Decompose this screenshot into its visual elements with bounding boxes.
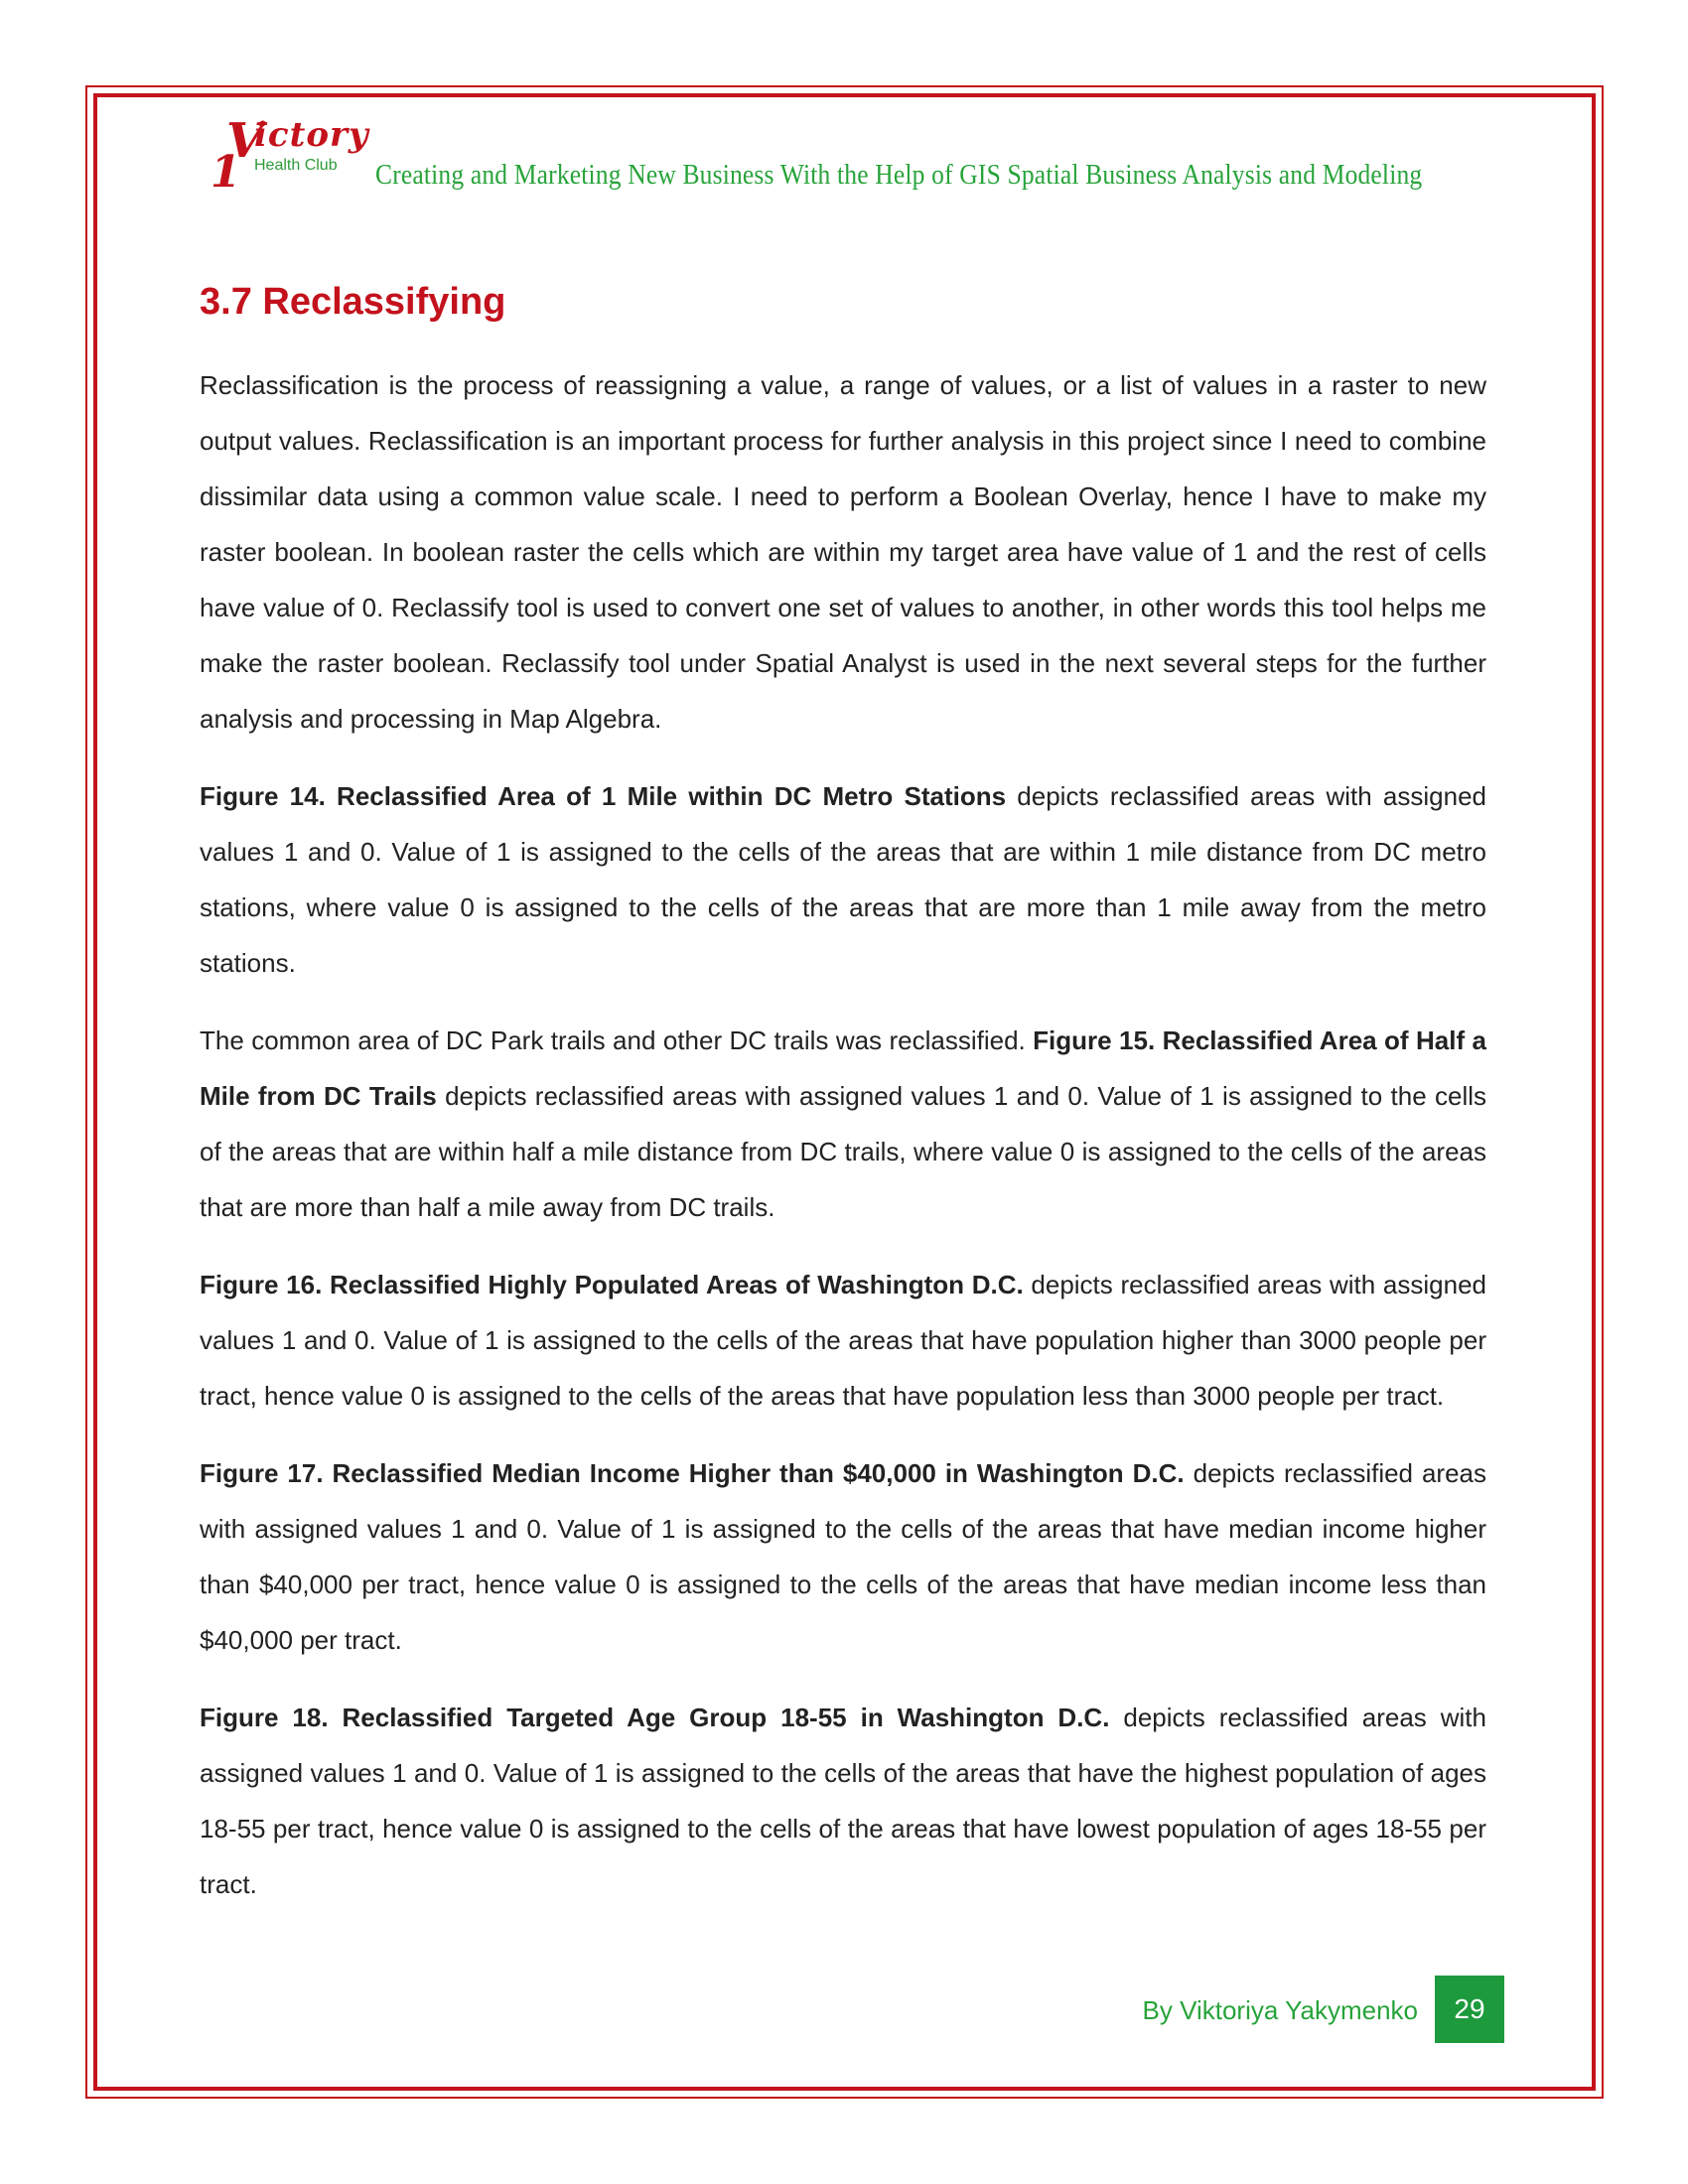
paragraph-6-text: depicts reclassified areas with assigned values 1 and 0. Value of 1 is assigned to the cells of the areas that have the highest population of ages 18-55 per tract, hence value 0 is assigned to the cells of the areas that have lowest population of ages 18-55 per tract. [200, 1703, 1486, 1899]
figure-18-reference: Figure 18. Reclassified Targeted Age Group 18-55 in Washington D.C. [200, 1703, 1110, 1732]
document-header-title: Creating and Marketing New Business With the Help of GIS Spatial Business Analysis and Modeling [375, 159, 1423, 191]
paragraph-3-text: depicts reclassified areas with assigned values 1 and 0. Value of 1 is assigned to the cells of the areas that are within half a mile distance from DC trails, where value 0 is assigned to the cells of the areas that are more than half a mile away from DC trails. [200, 1081, 1487, 1222]
body-text [200, 357, 1486, 1934]
paragraph-2 [200, 768, 1486, 991]
paragraph-6 [200, 1690, 1486, 1912]
paragraph-4 [200, 1257, 1486, 1424]
figure-14-reference: Figure 14. Reclassified Area of 1 Mile within DC Metro Stations [200, 781, 1007, 811]
logo-swash: 1 [211, 147, 241, 198]
logo-subtitle: Health Club [254, 157, 338, 174]
logo-word: ictory [254, 115, 369, 155]
paragraph-3-intro: The common area of DC Park trails and other DC trails was reclassified. [200, 1025, 1034, 1055]
paragraph-2-text: depicts reclassified areas with assigned values 1 and 0. Value of 1 is assigned to the cells of the areas that are within 1 mile distance from DC metro stations, where value 0 is assigned to the cells of the areas that are more than 1 mile away from the metro stations. [200, 781, 1486, 978]
paragraph-5-text: depicts reclassified areas with assigned values 1 and 0. Value of 1 is assigned to the cells of the areas that have median income higher than $40,000 per tract, hence value 0 is assigned to the cells of the areas that have median income less than $40,000 per tract. [200, 1458, 1487, 1655]
logo-initial: V [226, 113, 264, 169]
paragraph-4-text: depicts reclassified areas with assigned values 1 and 0. Value of 1 is assigned to the cells of the areas that have population higher than 3000 people per tract, hence value 0 is assigned to the cells of the areas that have population less than 3000 people per tract. [200, 1270, 1486, 1411]
figure-16-reference: Figure 16. Reclassified Highly Populated Areas of Washington D.C. [200, 1270, 1024, 1299]
paragraph-1: Reclassification is the process of reassigning a value, a range of values, or a list of values in a raster to new output values. Reclassification is an important process for further analysis in this project since I need to combine dissimilar data using a common value scale. I need to perform a Boolean Overlay, hence I have to make my raster boolean. In boolean raster the cells which are within my target area have value of 1 and the rest of cells have value of 0. Reclassify tool is used to convert one set of values to another, in other words this tool helps me make the raster boolean. Reclassify tool under Spatial Analyst is used in the next several steps for the further analysis and processing in Map Algebra. [200, 370, 1486, 734]
paragraph-5 [200, 1445, 1486, 1668]
section-heading: 3.7 Reclassifying [200, 281, 506, 323]
paragraph-3 [200, 1013, 1486, 1235]
page-number-badge [1435, 1976, 1504, 2043]
page-number: 29 [1454, 1993, 1485, 2024]
victory-health-club-logo [211, 107, 374, 198]
figure-15-reference: Figure 15. Reclassified Area of Half a Mile from DC Trails [200, 1025, 1486, 1111]
footer-author: By Viktoriya Yakymenko [1142, 1995, 1418, 2025]
figure-17-reference: Figure 17. Reclassified Median Income Higher than $40,000 in Washington D.C. [200, 1458, 1185, 1488]
